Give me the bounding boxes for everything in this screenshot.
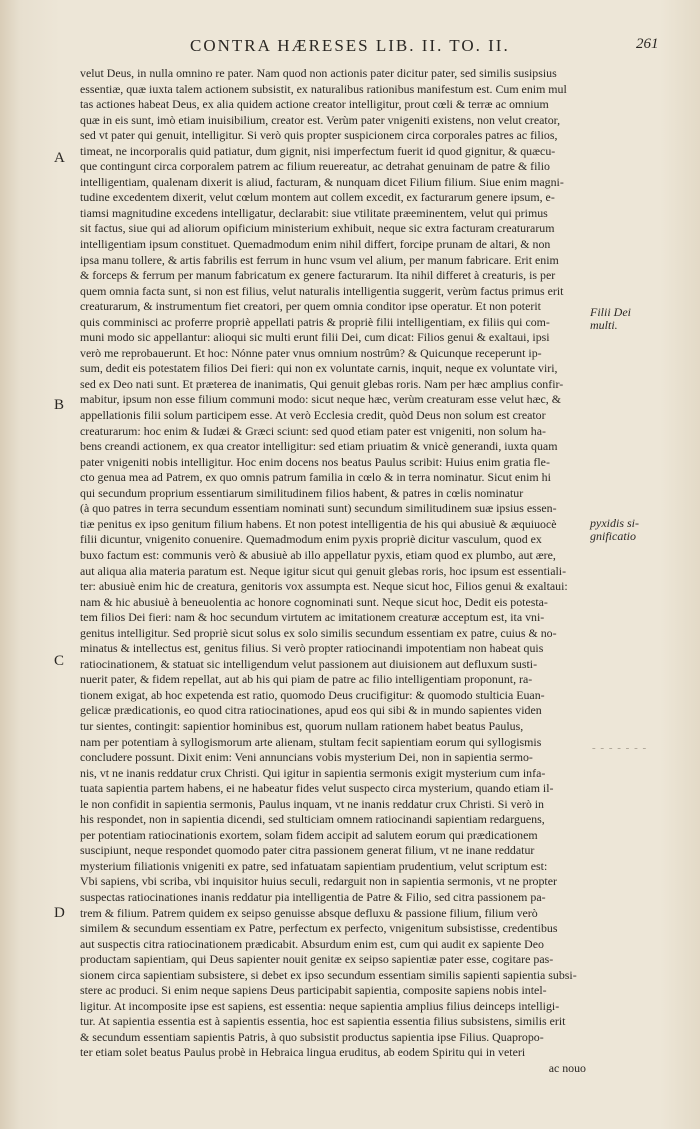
body-text	[80, 66, 590, 1077]
text-line: suscipiunt, neque respondet quomodo pater citra passionem generat filium, vt ne inane reddatur	[80, 843, 535, 858]
text-line: sed ex Deo nati sunt. Et præterea de inanimatis, Qui genuit glebas roris. Nam per hæc amplius confir-	[80, 376, 564, 391]
text-line: creaturarum: hoc enim & Iudæi & Græci sciunt: sed quod etiam pater est vnigeniti, non solum ha-	[80, 423, 546, 438]
text-line: sit factus, siue qui ad aliorum opificium ministerium exhibuit, neque sic extra facturam creaturarum	[80, 221, 555, 236]
text-line: bens creandi actionem, ex qua creator intelligitur: sed etiam priuatim & vnicè generandi, iuxta quam	[80, 439, 558, 454]
text-line: tionem exigat, ab hoc expetenda est ratio, quomodo Deus crucifigitur: & quomodo stulticia Euan-	[80, 687, 545, 702]
text-line: ter: abusiuè enim hic de creatura, genitoris vox assumpta est. Neque sicut hoc, Filios genui & exaltaui:	[80, 579, 568, 594]
text-line: minatus & intellectus est, genitus filius. Si verò propter ratiocinandi impotentiam non habeat quis	[80, 641, 544, 656]
section-letter-b: B	[54, 397, 65, 413]
text-line: genitus intelligitur. Sed propriè sicut solus ex solo similis secundum essentiam ex patre, cuius & no-	[80, 625, 557, 640]
text-line: tas actiones habeat Deus, ex alia quidem actione creator intelligitur, prout cœli & terræ ac omnium	[80, 97, 549, 112]
text-line: timeat, ne incorporalis quid patiatur, dum gignit, nisi imperfectum fuerit id quod gignitur, & quæcu-	[80, 143, 556, 158]
text-line: nam per potentiam à syllogismorum arte alienam, stultam fecit sapientiam eorum qui syllogismis	[80, 734, 542, 749]
text-line: verò me reprobauerunt. Et hoc: Nónne pater vnus omnium nostrûm? & Quicunque receperunt ip-	[80, 345, 542, 360]
running-head: CONTRA HÆRESES LIB. II. TO. II.	[190, 36, 510, 55]
text-line: Vbi sapiens, vbi scriba, vbi inquisitor huius seculi, redarguit non in sapientia sermonis, vt ne propter	[80, 874, 557, 889]
margin-note-pyxidis: pyxidis si- gnificatio	[590, 516, 639, 543]
text-line: aut aliqua alia materia paratum est. Neque igitur sicut qui genuit glebas roris, hoc ipsum est essentiali-	[80, 563, 567, 578]
text-line: similem & secundum essentiam ex Patre, perfectum ex perfecto, vnigenitum subsistisse, credentibus	[80, 921, 558, 936]
text-line: quem omnia facta sunt, si non est filius, velut naturalis intelligentia suggerit, verùm factus primus erit	[80, 283, 564, 298]
text-line: intelligentiam, qualenam dixerit is aliud, facturam, & nunquam dicet Filium filium. Siue enim magni-	[80, 174, 564, 189]
text-line: essentiæ, quæ iuxta talem actionem subsistit, ex naturalibus rationibus manifestum est. Cum enim mul	[80, 81, 567, 96]
text-line: intelligentiam ipsum constituet. Quemadmodum enim nihil differt, forcipe prunam de altari, & non	[80, 237, 551, 252]
folio-number: 261	[636, 36, 659, 52]
text-line: per potentiam ratiocinationis exortem, solam fidem accipit ad salutem eorum qui prædicationem	[80, 827, 538, 842]
text-line: tiæ penitus ex ipso genitum filium habens. Et non potest intelligentia de his qui abusiuè & æquiuocè	[80, 516, 557, 531]
text-line: velut Deus, in nulla omnino re pater. Nam quod non actionis pater dicitur pater, sed similis susipsius	[80, 66, 557, 80]
section-letter-a: A	[54, 150, 65, 166]
margin-note-filii-dei: Filii Dei multi.	[590, 305, 631, 332]
section-letter-c: C	[54, 653, 65, 669]
text-line: quæ in eis sunt, imò etiam inuisibilium, creator est. Verùm pater vnigeniti existens, non velut creator,	[80, 112, 561, 127]
text-line: muni modo sic appellantur: alioqui sic multi erunt filii Dei, cum dicat: Filios genui & exaltaui, ipsi	[80, 330, 550, 345]
text-line: aut suspectis citra ratiocinationem prædicabit. Absurdum enim est, cum qui audit ex sapiente Deo	[80, 936, 544, 951]
text-line: tudine excedentem dixerit, velut cœlum montem aut collem excedit, ex facturarum genere ipsum, e-	[80, 190, 555, 205]
text-line: concludere possunt. Dixit enim: Veni annuncians vobis mysterium Dei, non in sapientia sermo-	[80, 750, 533, 765]
text-line: tem filios Dei fieri: nam & hoc secundum virtutem ac imitationem creaturæ acceptum est, ita vni-	[80, 610, 545, 625]
text-line: suspectas ratiocinationes inanis reddatur pia intelligentia de Patre & Filio, sed citra passionem pa-	[80, 889, 546, 904]
text-line: nam & hic abusiuè à beneuolentia ac honore cognominati sunt. Neque sicut hoc, Dedit eis potesta-	[80, 594, 548, 609]
text-line: & secundum essentiam sapientis Patris, à quo subsistit productus sapientia ipse Filius. Quapropo-	[80, 1029, 544, 1044]
text-line: le non confidit in sapientia sermonis, Paulus inquam, vt ne inanis reddatur crux Christi. Si verò in	[80, 796, 544, 811]
text-line: cto genua mea ad Patrem, ex quo omnis patrum familia in cœlo & in terra nominatur. Sicut enim hi	[80, 470, 551, 485]
text-line: buxo factum est: communis verò & abusiuè ab illo appellatur pyxis, etiam quod ex plumbo, aut ære,	[80, 547, 556, 562]
text-line: qui secundum proprium essentiarum similitudinem filios habent, & patres in cœlis nominatur	[80, 485, 524, 500]
text-line: sum, dedit eis potestatem filios Dei fieri: qui non ex voluntate carnis, inquit, neque ex voluntate viri,	[80, 361, 558, 376]
text-line: productam sapientiam, qui Deus sapienter nouit genitæ ex seipso sapientiæ pater esse, cogitare pas-	[80, 952, 554, 967]
text-line: tuata sapientia partem habens, ei ne habeatur fides velut suspecto circa mysterium, quando etiam il-	[80, 781, 554, 796]
text-line: (à quo patres in terra secundum essentiam nominati sunt) secundum similitudinem suæ ipsius essen-	[80, 501, 557, 516]
text-line: stere ac produci. Si enim neque sapiens Deus participabit sapientia, composite sapiens nobis intel-	[80, 983, 547, 998]
text-line: nis, vt ne inanis reddatur crux Christi. Qui igitur in sapientia sermonis exigit mysterium cum infa-	[80, 765, 546, 780]
text-line: & forceps & ferrum per manum fabricatum ex genere facturarum. Ita nihil differet à creaturis, is per	[80, 268, 556, 283]
text-line: appellationis filii solum participem esse. At verò Ecclesia credit, quòd Deus non solum est creator	[80, 408, 546, 423]
text-line: his respondet, non in sapientia dicendi, sed stulticiam omnem ratiocinandi sapientiam redarguens,	[80, 812, 545, 827]
section-letter-d: D	[54, 905, 65, 921]
text-line: que contingunt circa corporalem patrem ac filium reuereatur, ac detrahat genuinam de patre & filio	[80, 159, 550, 174]
text-line: mysterium filiationis vnigeniti ex patre, sed infatuatam sapientiam prudentium, velut scriptum est:	[80, 858, 548, 873]
catchword: ac nouo	[548, 1061, 586, 1075]
text-line: quis comminisci ac proferre propriè appellati patris & propriè filii intelligentiam, ex filiis qui com-	[80, 314, 550, 329]
text-line: ratiocinationem, & statuat sic intelligendum velut passionem aut diuisionem aut defluxum susti-	[80, 656, 538, 671]
text-line: tur sientes, contingit: sapientior hominibus est, quorum nullam rationem habet beatus Paulus,	[80, 718, 524, 733]
text-line: sionem circa sapientiam subsistere, si debet ex ipso secundum essentiam similis sapienti sapientia subsi-	[80, 967, 577, 982]
text-line: pater vnigeniti nobis intelligitur. Hoc enim docens nos beatus Paulus scribit: Huius enim gratia fle-	[80, 454, 550, 469]
faint-margin-mark: - - - - - - -	[592, 742, 648, 754]
text-line: ligitur. At incomposite ipse est sapiens, est essentia: neque sapientia amplius filius deinceps intelligi-	[80, 998, 560, 1013]
text-line: tur. At sapientia essentia est à sapientis essentia, hoc est sapientia essentia filius subsistens, similis erit	[80, 1014, 566, 1029]
text-line: gelicæ prædicationis, eo quod citra ratiocinationes, apud eos qui sibi & in mundo sapientes viden	[80, 703, 542, 718]
text-line: nuerit pater, & fidem repellat, aut ab his qui piam de patre ac filio intelligentiam proponunt, ra-	[80, 672, 533, 687]
text-line: mabitur, ipsum non esse filium communi modo: sicut neque hæc, verùm creaturam esse velut hæc, &	[80, 392, 561, 407]
text-line: filii dicuntur, vnigenito conuenire. Quemadmodum enim pyxis propriè dicitur vasculum, quod ex	[80, 532, 542, 547]
text-line: creaturarum, & instrumentum fiet creatori, per quem omnia conditor ipse operatur. Et non poterit	[80, 299, 541, 314]
text-line: ter etiam solet beatus Paulus probè in Hebraica lingua eruditus, ab eodem Spiritu qui in veteri	[80, 1045, 526, 1060]
text-line: sed vt pater qui genuit, intelligitur. Si verò quis propter suspicionem circa corporales patres ac filios,	[80, 128, 558, 143]
text-line: tiamsi magnitudine excedens intelligatur, declarabit: siue vtilitate præeminentem, velut qui primus	[80, 205, 548, 220]
text-line: trem & filium. Patrem quidem ex seipso genuisse absque defluxu & passione filium, filium verò	[80, 905, 538, 920]
text-line: ipsa manu tollere, & artis fabrilis est ferrum in hunc vsum vel alium, per manum fabricare. Erit enim	[80, 252, 559, 267]
